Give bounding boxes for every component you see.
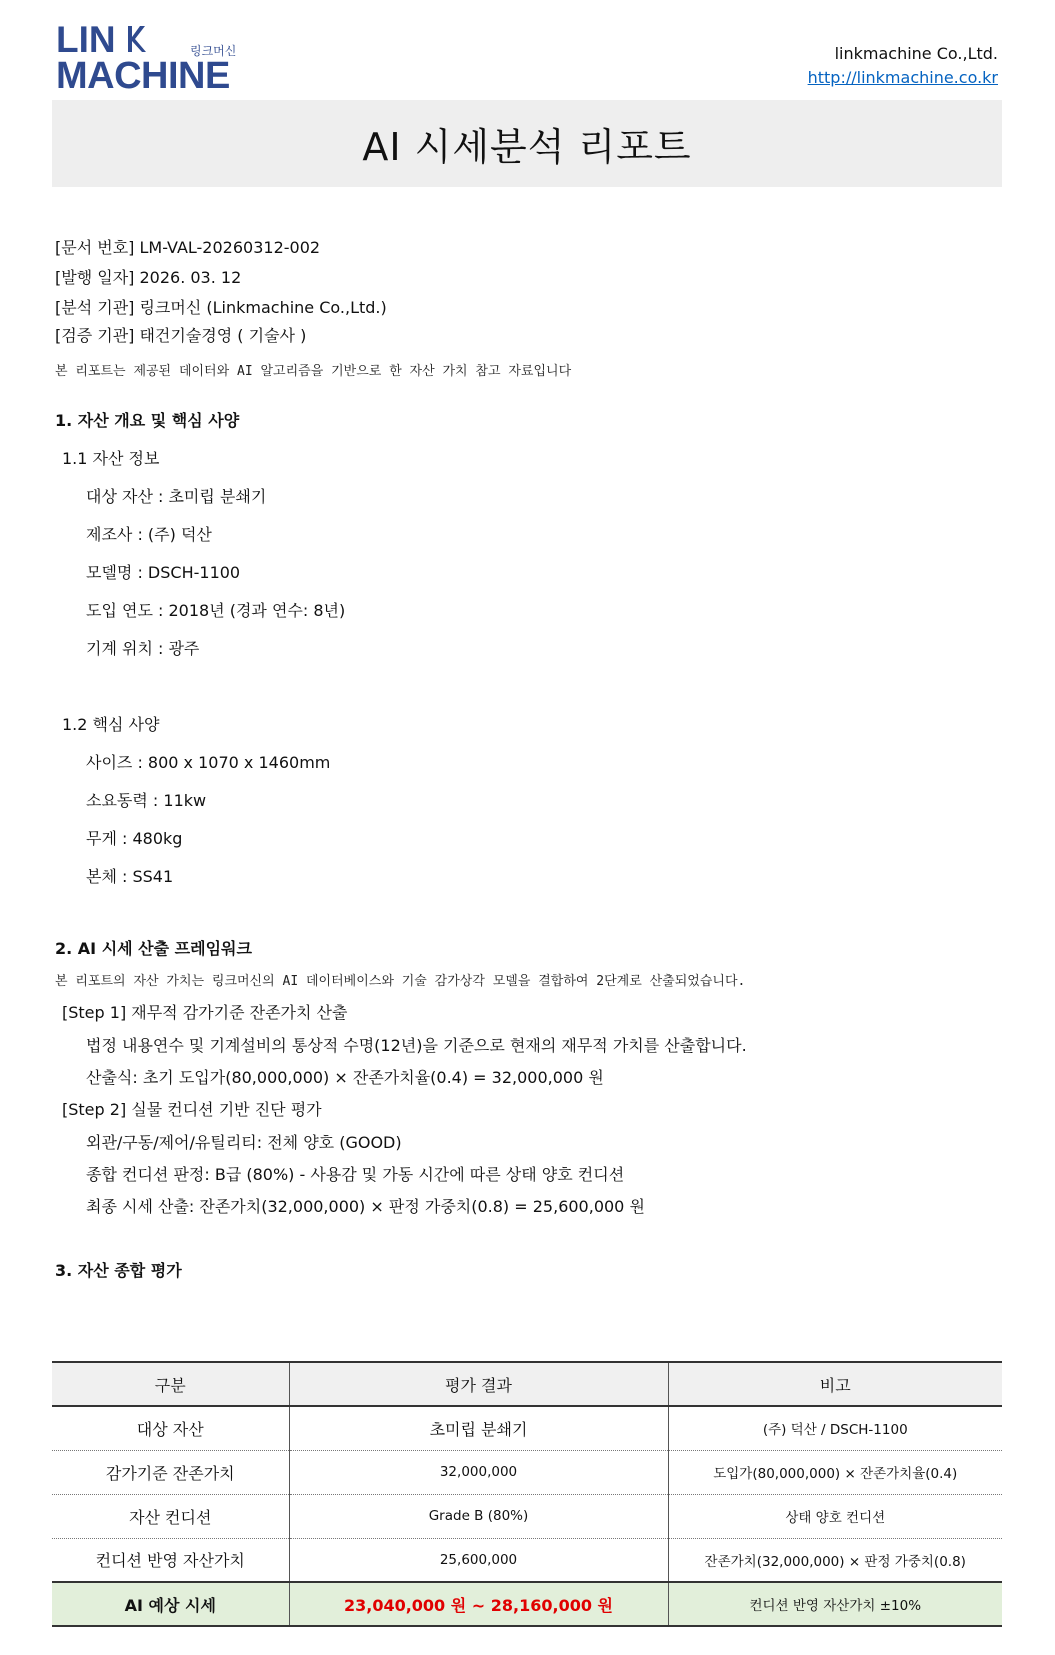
asset-info-item: 대상 자산 : 초미립 분쇄기 <box>86 487 267 506</box>
title-band <box>52 100 1002 187</box>
company-info <box>808 42 998 90</box>
spec-item: 소요동력 : 11kw <box>86 791 207 810</box>
table-cell: 25,600,000 <box>289 1538 668 1582</box>
company-link[interactable]: http://linkmachine.co.kr <box>807 68 998 87</box>
table-cell: 32,000,000 <box>289 1450 668 1494</box>
table-row <box>52 1406 1002 1450</box>
company-name: linkmachine Co.,Ltd. <box>834 44 998 63</box>
issue-date: [발행 일자] 2026. 03. 12 <box>55 268 242 287</box>
step2-line: 종합 컨디션 판정: B급 (80%) - 사용감 및 가동 시간에 따른 상태 양호 컨디션 <box>86 1165 625 1184</box>
section1-2-heading: 1.2 핵심 사양 <box>62 715 160 734</box>
step1-formula: 산출식: 초기 도입가(80,000,000) × 잔존가치율(0.4) = 32,000,000 원 <box>86 1068 604 1087</box>
section2-heading: 2. AI 시세 산출 프레임워크 <box>55 939 252 958</box>
disclaimer-note: 본 리포트는 제공된 데이터와 AI 알고리즘을 기반으로 한 자산 가치 참고 자료입니다 <box>55 364 572 379</box>
analysis-agency: [분석 기관] 링크머신 (Linkmachine Co.,Ltd.) <box>55 298 387 317</box>
logo-text-line2: MACHINE <box>56 55 230 97</box>
final-price-label: AI 예상 시세 <box>52 1582 289 1626</box>
table-cell: 자산 컨디션 <box>52 1494 289 1538</box>
table-cell: Grade B (80%) <box>289 1494 668 1538</box>
table-cell: 대상 자산 <box>52 1406 289 1450</box>
asset-info-item: 제조사 : (주) 덕산 <box>86 525 212 544</box>
column-header: 비고 <box>668 1362 1002 1406</box>
asset-info-item: 기계 위치 : 광주 <box>86 639 200 658</box>
table-row <box>52 1494 1002 1538</box>
step2-formula: 최종 시세 산출: 잔존가치(32,000,000) × 판정 가중치(0.8) = 25,600,000 원 <box>86 1197 645 1216</box>
section1-1-heading: 1.1 자산 정보 <box>62 449 160 468</box>
section2-intro: 본 리포트의 자산 가치는 링크머신의 AI 데이터베이스와 기술 감가상각 모델을 결합하여 2단계로 산출되었습니다. <box>55 974 746 989</box>
step1-heading: [Step 1] 재무적 감가기준 잔존가치 산출 <box>62 1003 348 1022</box>
final-price-value: 23,040,000 원 ~ 28,160,000 원 <box>289 1582 668 1626</box>
spec-item: 본체 : SS41 <box>86 867 174 886</box>
linkmachine-logo <box>56 20 246 96</box>
report-header <box>52 20 1002 98</box>
asset-info-item: 도입 연도 : 2018년 (경과 연수: 8년) <box>86 601 346 620</box>
logo-k-mark-icon <box>126 24 146 54</box>
asset-evaluation-table <box>52 1361 1002 1627</box>
table-cell: 감가기준 잔존가치 <box>52 1450 289 1494</box>
step1-line: 법정 내용연수 및 기계설비의 통상적 수명(12년)을 기준으로 현재의 재무적 가치를 산출합니다. <box>86 1036 747 1055</box>
spec-item: 사이즈 : 800 x 1070 x 1460mm <box>86 753 331 772</box>
table-cell: 초미립 분쇄기 <box>289 1406 668 1450</box>
section1-heading: 1. 자산 개요 및 핵심 사양 <box>55 411 240 430</box>
table-cell: 컨디션 반영 자산가치 <box>52 1538 289 1582</box>
table-header-row <box>52 1362 1002 1406</box>
logo-korean-text: 링크머신 <box>190 44 237 58</box>
logo-text-line1: LIN <box>56 19 116 60</box>
table-cell: (주) 덕산 / DSCH-1100 <box>668 1406 1002 1450</box>
table-cell: 상태 양호 컨디션 <box>668 1494 1002 1538</box>
step2-line: 외관/구동/제어/유틸리티: 전체 양호 (GOOD) <box>86 1133 402 1152</box>
table-row <box>52 1450 1002 1494</box>
asset-info-item: 모델명 : DSCH-1100 <box>86 563 241 582</box>
table-row <box>52 1538 1002 1582</box>
section3-heading: 3. 자산 종합 평가 <box>55 1261 182 1280</box>
spec-item: 무게 : 480kg <box>86 829 183 848</box>
final-price-note: 컨디션 반영 자산가치 ±10% <box>668 1582 1002 1626</box>
verification-agency: [검증 기관] 태건기술경영 ( 기술사 ) <box>55 326 307 345</box>
column-header: 평가 결과 <box>289 1362 668 1406</box>
report-title: AI 시세분석 리포트 <box>362 125 692 169</box>
column-header: 구분 <box>52 1362 289 1406</box>
step2-heading: [Step 2] 실물 컨디션 기반 진단 평가 <box>62 1100 322 1119</box>
final-price-row <box>52 1582 1002 1626</box>
table-cell: 잔존가치(32,000,000) × 판정 가중치(0.8) <box>668 1538 1002 1582</box>
table-cell: 도입가(80,000,000) × 잔존가치율(0.4) <box>668 1450 1002 1494</box>
doc-number: [문서 번호] LM-VAL-20260312-002 <box>55 238 321 257</box>
